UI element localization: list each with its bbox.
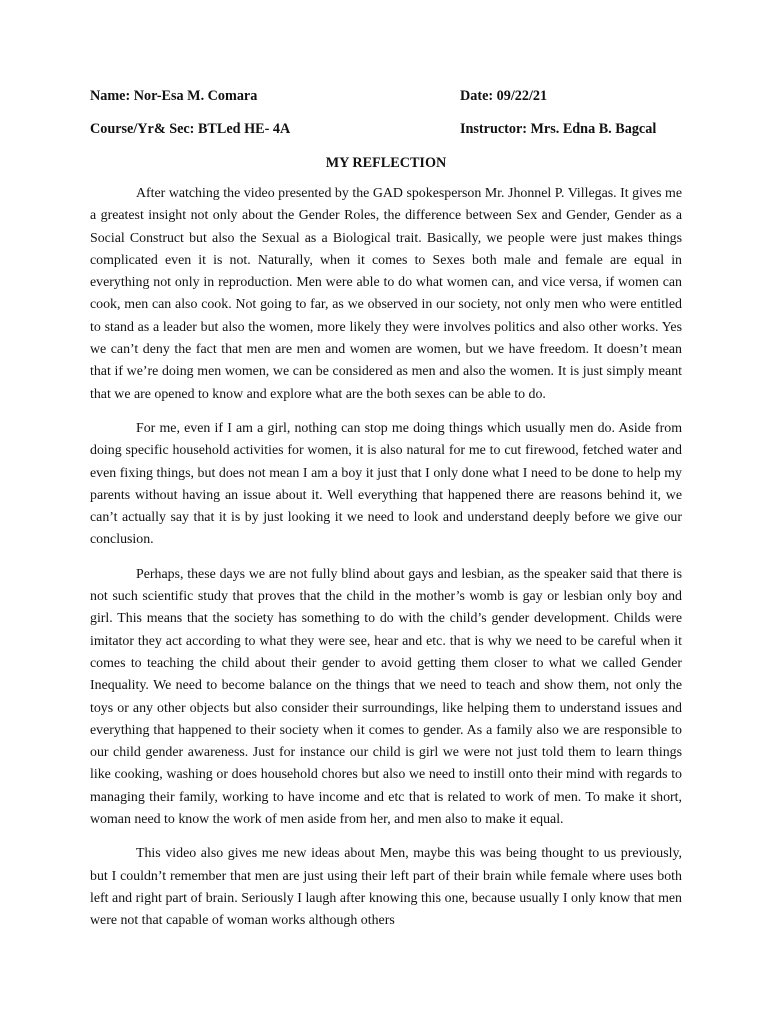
student-name: Name: Nor-Esa M. Comara xyxy=(90,88,258,104)
document-title: MY REFLECTION xyxy=(325,155,447,171)
instructor-name: Instructor: Mrs. Edna B. Bagcal xyxy=(460,121,657,137)
header-row-1 xyxy=(90,86,682,106)
document-page xyxy=(90,86,682,945)
paragraph-3: Perhaps, these days we are not fully blind about gays and lesbian, as the speaker said that there is not such scientific study that proves that the child in the mother’s womb is gay or lesbian only boy and girl. This means that the society has something to do with the child’s gender development. Childs were imitator they act according to what they were see, hear and etc. that is why we need to be careful when it comes to teaching the child about their gender to avoid getting them closer to what we called Gender Inequality. We need to become balance on the things that we need to teach and show them, not only the toys or any other objects but also consider their surroundings, like helping them to understand issues and everything that happened to their society when it comes to gender. As a family also we are responsible to our child gender awareness. Just for instance our child is girl we were not just told them to learn things like cooking, washing or does household chores but also we need to instill onto their mind with regards to managing their family, working to have income and etc that is related to work of men. To make it short, woman need to know the work of men aside from her, and men also to make it equal. xyxy=(90,566,682,828)
header-row-2 xyxy=(90,119,682,139)
submission-date: Date: 09/22/21 xyxy=(460,88,548,104)
paragraph-1: After watching the video presented by the GAD spokesperson Mr. Jhonnel P. Villegas. It gives me a greatest insight not only about the Gender Roles, the difference between Sex and Gender, Gender as a Social Construct but also the Sexual as a Biological trait. Basically, we people were just makes things complicated even it is not. Naturally, when it comes to Sexes both male and female are equal in everything not only in reproduction. Men were able to do what women can, and vice versa, if women can cook, men can also cook. Not going to far, as we observed in our society, not only men who were entitled to stand as a leader but also the women, more likely they were involves politics and also other works. Yes we can’t deny the fact that men are men and women are women, but we have freedom. It doesn’t mean that if we’re doing men women, we can be considered as men and also the women. It is just simply meant that we are opened to know and explore what are the both sexes can be able to do. xyxy=(90,186,682,402)
paragraph-2: For me, even if I am a girl, nothing can stop me doing things which usually men do. Aside from doing specific household activities for women, it is also natural for me to cut firewood, fetched water and even fixing things, but does not mean I am a boy it just that I only done what I need to be done to help my parents without having an issue about it. Well everything that happened there are reasons behind it, we can’t actually say that it is by just looking it we need to look and understand deeply before we give our conclusion. xyxy=(90,420,682,548)
paragraph-4: This video also gives me new ideas about Men, maybe this was being thought to us previously, but I couldn’t remember that men are just using their left part of their brain while female where uses both left and right part of brain. Seriously I laugh after knowing this one, because usually I only know that men were not that capable of woman works although others xyxy=(90,846,682,929)
course-section: Course/Yr& Sec: BTLed HE- 4A xyxy=(90,121,291,137)
